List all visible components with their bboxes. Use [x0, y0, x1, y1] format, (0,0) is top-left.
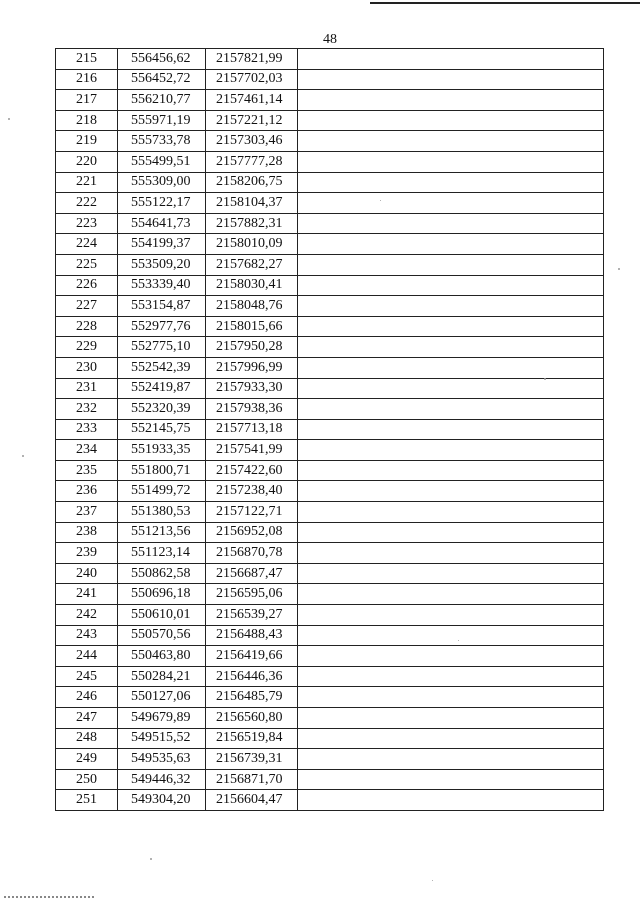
x-coordinate-cell: 552145,75	[118, 419, 206, 440]
y-coordinate-cell: 2156446,36	[206, 666, 298, 687]
table-row	[56, 172, 604, 193]
note-cell	[298, 769, 604, 790]
table-row	[56, 687, 604, 708]
y-coordinate-cell: 2156870,78	[206, 543, 298, 564]
y-coordinate-cell: 2158206,75	[206, 172, 298, 193]
scan-speck	[8, 118, 10, 120]
point-number-cell: 224	[56, 234, 118, 255]
x-coordinate-cell: 556210,77	[118, 90, 206, 111]
y-coordinate-cell: 2157938,36	[206, 399, 298, 420]
table-row	[56, 522, 604, 543]
x-coordinate-cell: 552320,39	[118, 399, 206, 420]
point-number-cell: 244	[56, 646, 118, 667]
note-cell	[298, 605, 604, 626]
x-coordinate-cell: 551213,56	[118, 522, 206, 543]
table-row	[56, 90, 604, 111]
point-number-cell: 243	[56, 625, 118, 646]
note-cell	[298, 213, 604, 234]
table-row	[56, 399, 604, 420]
table-row	[56, 666, 604, 687]
point-number-cell: 218	[56, 110, 118, 131]
note-cell	[298, 646, 604, 667]
point-number-cell: 221	[56, 172, 118, 193]
y-coordinate-cell: 2157541,99	[206, 440, 298, 461]
note-cell	[298, 522, 604, 543]
table-row	[56, 316, 604, 337]
x-coordinate-cell: 552419,87	[118, 378, 206, 399]
note-cell	[298, 131, 604, 152]
y-coordinate-cell: 2157422,60	[206, 460, 298, 481]
table-row	[56, 728, 604, 749]
y-coordinate-cell: 2156871,70	[206, 769, 298, 790]
point-number-cell: 225	[56, 254, 118, 275]
note-cell	[298, 584, 604, 605]
x-coordinate-cell: 555309,00	[118, 172, 206, 193]
y-coordinate-cell: 2157303,46	[206, 131, 298, 152]
note-cell	[298, 460, 604, 481]
table-row	[56, 790, 604, 811]
note-cell	[298, 749, 604, 770]
scan-speck	[380, 200, 381, 201]
note-cell	[298, 254, 604, 275]
table-row	[56, 193, 604, 214]
x-coordinate-cell: 553339,40	[118, 275, 206, 296]
point-number-cell: 241	[56, 584, 118, 605]
table-row	[56, 769, 604, 790]
x-coordinate-cell: 555122,17	[118, 193, 206, 214]
point-number-cell: 246	[56, 687, 118, 708]
y-coordinate-cell: 2157238,40	[206, 481, 298, 502]
note-cell	[298, 193, 604, 214]
x-coordinate-cell: 549446,32	[118, 769, 206, 790]
y-coordinate-cell: 2157221,12	[206, 110, 298, 131]
y-coordinate-cell: 2158015,66	[206, 316, 298, 337]
point-number-cell: 233	[56, 419, 118, 440]
y-coordinate-cell: 2156604,47	[206, 790, 298, 811]
note-cell	[298, 728, 604, 749]
y-coordinate-cell: 2157777,28	[206, 151, 298, 172]
table-row	[56, 625, 604, 646]
y-coordinate-cell: 2156687,47	[206, 563, 298, 584]
point-number-cell: 237	[56, 502, 118, 523]
y-coordinate-cell: 2158010,09	[206, 234, 298, 255]
coordinate-table-body	[56, 49, 604, 811]
table-row	[56, 131, 604, 152]
table-row	[56, 584, 604, 605]
x-coordinate-cell: 551933,35	[118, 440, 206, 461]
x-coordinate-cell: 551123,14	[118, 543, 206, 564]
point-number-cell: 235	[56, 460, 118, 481]
x-coordinate-cell: 550284,21	[118, 666, 206, 687]
y-coordinate-cell: 2157996,99	[206, 357, 298, 378]
table-row	[56, 502, 604, 523]
note-cell	[298, 378, 604, 399]
note-cell	[298, 172, 604, 193]
x-coordinate-cell: 552977,76	[118, 316, 206, 337]
y-coordinate-cell: 2156595,06	[206, 584, 298, 605]
note-cell	[298, 708, 604, 729]
point-number-cell: 234	[56, 440, 118, 461]
x-coordinate-cell: 551380,53	[118, 502, 206, 523]
y-coordinate-cell: 2157461,14	[206, 90, 298, 111]
x-coordinate-cell: 549304,20	[118, 790, 206, 811]
x-coordinate-cell: 553509,20	[118, 254, 206, 275]
x-coordinate-cell: 551800,71	[118, 460, 206, 481]
table-row	[56, 605, 604, 626]
note-cell	[298, 357, 604, 378]
point-number-cell: 247	[56, 708, 118, 729]
note-cell	[298, 399, 604, 420]
x-coordinate-cell: 552775,10	[118, 337, 206, 358]
x-coordinate-cell: 550127,06	[118, 687, 206, 708]
point-number-cell: 215	[56, 49, 118, 70]
point-number-cell: 223	[56, 213, 118, 234]
x-coordinate-cell: 549535,63	[118, 749, 206, 770]
x-coordinate-cell: 556456,62	[118, 49, 206, 70]
y-coordinate-cell: 2157933,30	[206, 378, 298, 399]
y-coordinate-cell: 2156539,27	[206, 605, 298, 626]
point-number-cell: 250	[56, 769, 118, 790]
x-coordinate-cell: 553154,87	[118, 296, 206, 317]
point-number-cell: 236	[56, 481, 118, 502]
note-cell	[298, 316, 604, 337]
y-coordinate-cell: 2157821,99	[206, 49, 298, 70]
point-number-cell: 242	[56, 605, 118, 626]
table-row	[56, 337, 604, 358]
x-coordinate-cell: 551499,72	[118, 481, 206, 502]
note-cell	[298, 296, 604, 317]
point-number-cell: 216	[56, 69, 118, 90]
scan-speck	[544, 378, 546, 380]
note-cell	[298, 90, 604, 111]
point-number-cell: 232	[56, 399, 118, 420]
table-row	[56, 481, 604, 502]
scan-footer-mark	[4, 896, 94, 898]
point-number-cell: 219	[56, 131, 118, 152]
note-cell	[298, 275, 604, 296]
note-cell	[298, 625, 604, 646]
note-cell	[298, 666, 604, 687]
note-cell	[298, 502, 604, 523]
table-row	[56, 440, 604, 461]
table-row	[56, 646, 604, 667]
scan-speck	[150, 858, 152, 860]
table-row	[56, 543, 604, 564]
y-coordinate-cell: 2156488,43	[206, 625, 298, 646]
note-cell	[298, 151, 604, 172]
y-coordinate-cell: 2156519,84	[206, 728, 298, 749]
point-number-cell: 251	[56, 790, 118, 811]
x-coordinate-cell: 554641,73	[118, 213, 206, 234]
y-coordinate-cell: 2157702,03	[206, 69, 298, 90]
point-number-cell: 220	[56, 151, 118, 172]
table-row	[56, 419, 604, 440]
page-number: 48	[323, 32, 337, 47]
table-row	[56, 460, 604, 481]
table-row	[56, 254, 604, 275]
coordinate-table	[55, 48, 604, 811]
table-row	[56, 69, 604, 90]
note-cell	[298, 687, 604, 708]
x-coordinate-cell: 554199,37	[118, 234, 206, 255]
y-coordinate-cell: 2158030,41	[206, 275, 298, 296]
y-coordinate-cell: 2156485,79	[206, 687, 298, 708]
x-coordinate-cell: 550570,56	[118, 625, 206, 646]
x-coordinate-cell: 550696,18	[118, 584, 206, 605]
x-coordinate-cell: 550862,58	[118, 563, 206, 584]
point-number-cell: 248	[56, 728, 118, 749]
note-cell	[298, 234, 604, 255]
point-number-cell: 249	[56, 749, 118, 770]
y-coordinate-cell: 2158104,37	[206, 193, 298, 214]
table-row	[56, 378, 604, 399]
y-coordinate-cell: 2157950,28	[206, 337, 298, 358]
scan-speck	[618, 268, 620, 270]
y-coordinate-cell: 2158048,76	[206, 296, 298, 317]
table-row	[56, 151, 604, 172]
y-coordinate-cell: 2156739,31	[206, 749, 298, 770]
point-number-cell: 229	[56, 337, 118, 358]
scan-speck	[432, 880, 433, 881]
point-number-cell: 227	[56, 296, 118, 317]
table-row	[56, 234, 604, 255]
note-cell	[298, 69, 604, 90]
y-coordinate-cell: 2156952,08	[206, 522, 298, 543]
point-number-cell: 222	[56, 193, 118, 214]
scan-speck	[458, 640, 459, 641]
x-coordinate-cell: 555733,78	[118, 131, 206, 152]
note-cell	[298, 790, 604, 811]
table-row	[56, 275, 604, 296]
x-coordinate-cell: 550610,01	[118, 605, 206, 626]
note-cell	[298, 481, 604, 502]
x-coordinate-cell: 550463,80	[118, 646, 206, 667]
table-row	[56, 110, 604, 131]
y-coordinate-cell: 2157713,18	[206, 419, 298, 440]
point-number-cell: 230	[56, 357, 118, 378]
point-number-cell: 231	[56, 378, 118, 399]
x-coordinate-cell: 549515,52	[118, 728, 206, 749]
point-number-cell: 238	[56, 522, 118, 543]
table-row	[56, 49, 604, 70]
note-cell	[298, 419, 604, 440]
table-row	[56, 213, 604, 234]
point-number-cell: 245	[56, 666, 118, 687]
note-cell	[298, 337, 604, 358]
note-cell	[298, 563, 604, 584]
point-number-cell: 217	[56, 90, 118, 111]
y-coordinate-cell: 2156560,80	[206, 708, 298, 729]
table-row	[56, 563, 604, 584]
note-cell	[298, 110, 604, 131]
point-number-cell: 228	[56, 316, 118, 337]
x-coordinate-cell: 556452,72	[118, 69, 206, 90]
x-coordinate-cell: 555499,51	[118, 151, 206, 172]
top-rule	[370, 2, 640, 4]
scan-speck	[22, 455, 24, 457]
y-coordinate-cell: 2156419,66	[206, 646, 298, 667]
table-row	[56, 749, 604, 770]
note-cell	[298, 49, 604, 70]
x-coordinate-cell: 552542,39	[118, 357, 206, 378]
y-coordinate-cell: 2157882,31	[206, 213, 298, 234]
y-coordinate-cell: 2157122,71	[206, 502, 298, 523]
note-cell	[298, 543, 604, 564]
table-row	[56, 357, 604, 378]
point-number-cell: 226	[56, 275, 118, 296]
note-cell	[298, 440, 604, 461]
table-row	[56, 296, 604, 317]
y-coordinate-cell: 2157682,27	[206, 254, 298, 275]
table-row	[56, 708, 604, 729]
x-coordinate-cell: 555971,19	[118, 110, 206, 131]
point-number-cell: 240	[56, 563, 118, 584]
point-number-cell: 239	[56, 543, 118, 564]
x-coordinate-cell: 549679,89	[118, 708, 206, 729]
